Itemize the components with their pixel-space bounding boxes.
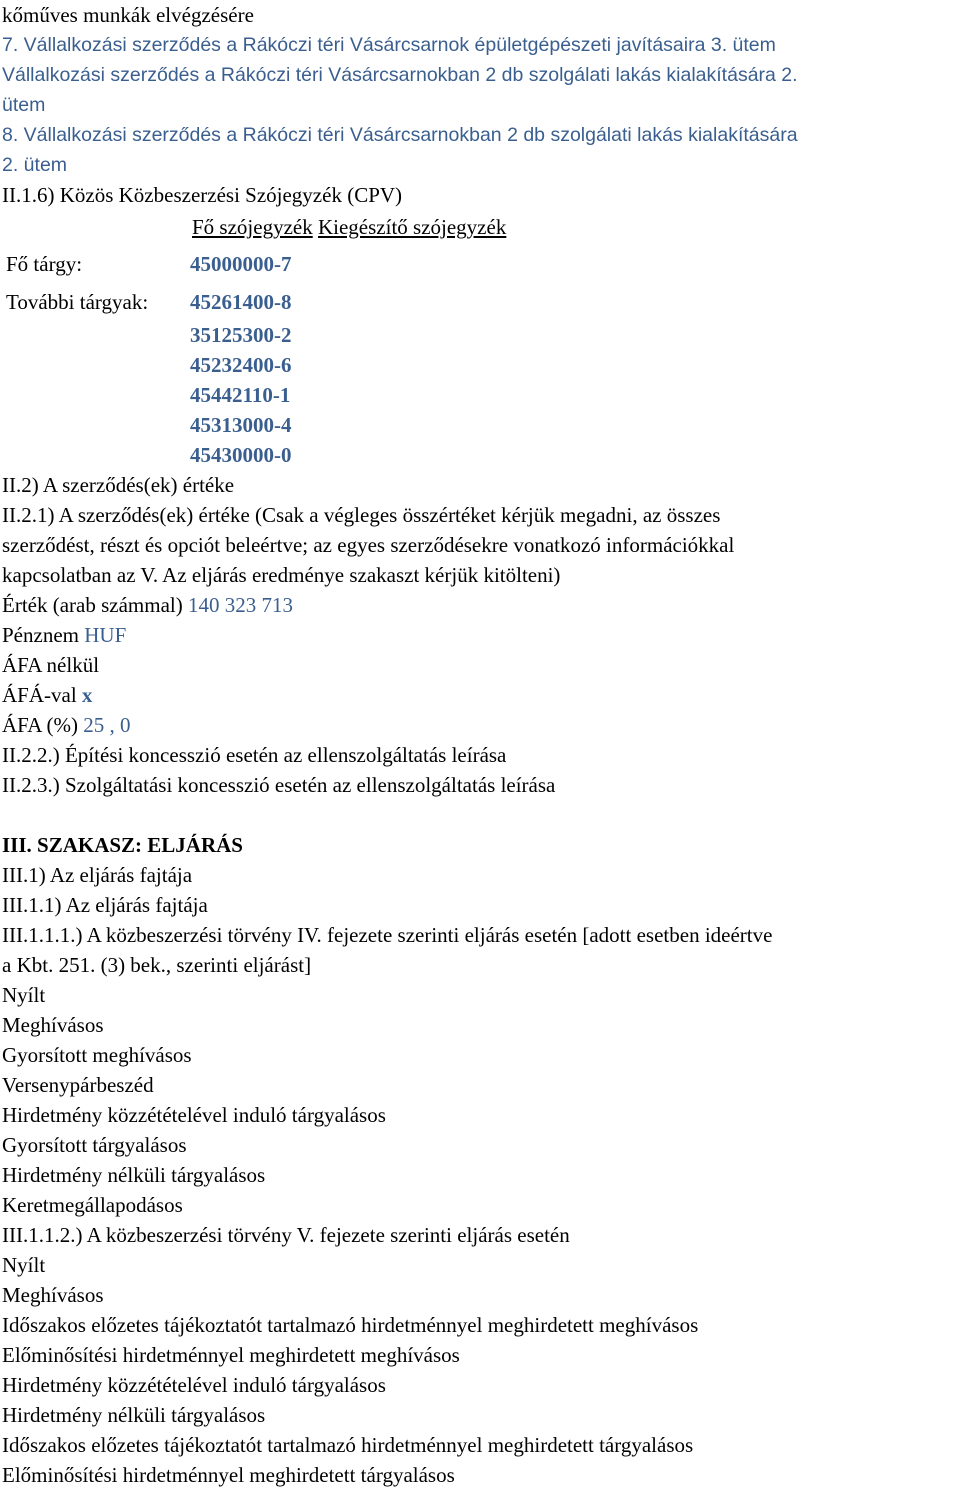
cpv-col-supplementary: Kiegészítő szójegyzék — [317, 215, 507, 239]
text-line: II.2.2.) Építési koncesszió esetén az ellenszolgáltatás leírása — [2, 743, 507, 767]
text-line: kapcsolatban az V. Az eljárás eredménye szakaszt kérjük kitölteni) — [2, 563, 561, 587]
vat-with-mark: x — [81, 683, 93, 707]
cpv-code: 45430000-0 — [190, 443, 292, 467]
text-line: III.1.1) Az eljárás fajtája — [2, 893, 208, 917]
top-text-block — [2, 0, 960, 180]
cpv-additional-row — [2, 410, 960, 440]
spacer — [2, 800, 960, 830]
list-item: Meghívásos — [2, 1283, 104, 1307]
text-line: 8. Vállalkozási szerződés a Rákóczi téri Vásárcsarnokban 2 db szolgálati lakás kialakítására — [2, 124, 798, 146]
list-item: Keretmegállapodásos — [2, 1193, 183, 1217]
cpv-code: 45261400-8 — [190, 290, 292, 314]
cpv-code: 45442110-1 — [190, 383, 291, 407]
text-line: III.1) Az eljárás fajtája — [2, 863, 193, 887]
list-item: Gyorsított tárgyalásos — [2, 1133, 187, 1157]
cpv-main-code: 45000000-7 — [190, 252, 292, 276]
text-line: III.1.1.1.) A közbeszerzési törvény IV. fejezete szerinti eljárás esetén [adott esetben ideértve — [2, 923, 773, 947]
vat-percent-row — [2, 710, 960, 740]
vat-percent-value: 25 , 0 — [83, 713, 131, 737]
value-row — [2, 590, 960, 620]
list-item: Előminősítési hirdetménnyel meghirdetett tárgyalásos — [2, 1463, 455, 1487]
list-item: Időszakos előzetes tájékoztatót tartalmazó hirdetménnyel meghirdetett tárgyalásos — [2, 1433, 694, 1457]
list-item: Nyílt — [2, 1253, 46, 1277]
cpv-main-row — [2, 244, 960, 284]
list-item: Meghívásos — [2, 1013, 104, 1037]
contract-value-section — [2, 470, 960, 800]
cpv-section — [2, 180, 960, 470]
list-item: Előminősítési hirdetménnyel meghirdetett meghívásos — [2, 1343, 460, 1367]
text-line: II.2.1) A szerződés(ek) értéke (Csak a végleges összértéket kérjük megadni, az összes — [2, 503, 721, 527]
vat-with-row — [2, 680, 960, 710]
list-item: Hirdetmény közzétételével induló tárgyalásos — [2, 1373, 386, 1397]
cpv-code: 45313000-4 — [190, 413, 292, 437]
text-line: 2. ütem — [2, 154, 68, 176]
list-item: Hirdetmény közzétételével induló tárgyalásos — [2, 1103, 386, 1127]
cpv-additional-row — [2, 350, 960, 380]
cpv-heading: II.1.6) Közös Közbeszerzési Szójegyzék (CPV) — [2, 183, 403, 207]
value-label: Érték (arab számmal) — [2, 593, 183, 617]
text-line: 7. Vállalkozási szerződés a Rákóczi téri Vásárcsarnok épületgépészeti javításaira 3. ütem — [2, 34, 776, 56]
cpv-additional-label: További tárgyak: — [6, 290, 149, 314]
cpv-col-main: Fő szójegyzék — [192, 215, 313, 239]
currency-label: Pénznem — [2, 623, 79, 647]
list-item: Versenypárbeszéd — [2, 1073, 154, 1097]
list-item: Nyílt — [2, 983, 46, 1007]
cpv-additional-row — [2, 440, 960, 470]
vat-percent-label: ÁFA (%) — [2, 713, 79, 737]
cpv-column-headers — [2, 210, 960, 244]
cpv-code: 35125300-2 — [190, 323, 292, 347]
text-line: Vállalkozási szerződés a Rákóczi téri Vásárcsarnokban 2 db szolgálati lakás kialakítására 2. — [2, 64, 798, 86]
cpv-additional-row — [2, 284, 960, 320]
list-item: Hirdetmény nélküli tárgyalásos — [2, 1403, 266, 1427]
list-item: Hirdetmény nélküli tárgyalásos — [2, 1163, 266, 1187]
text-line: ütem — [2, 94, 46, 116]
section-title: III. SZAKASZ: ELJÁRÁS — [2, 833, 243, 857]
vat-with-label: ÁFÁ-val — [2, 683, 77, 707]
value-amount: 140 323 713 — [188, 593, 293, 617]
list-item: Gyorsított meghívásos — [2, 1043, 192, 1067]
cpv-additional-row — [2, 380, 960, 410]
cpv-code: 45232400-6 — [190, 353, 292, 377]
section-3 — [2, 830, 960, 1490]
currency-value: HUF — [84, 623, 127, 647]
list-item: Időszakos előzetes tájékoztatót tartalmazó hirdetménnyel meghirdetett meghívásos — [2, 1313, 699, 1337]
currency-row — [2, 620, 960, 650]
text-line: II.2.3.) Szolgáltatási koncesszió esetén az ellenszolgáltatás leírása — [2, 773, 556, 797]
cpv-additional-row — [2, 320, 960, 350]
contract-value-heading: II.2) A szerződés(ek) értéke — [2, 473, 235, 497]
text-line: a Kbt. 251. (3) bek., szerinti eljárást] — [2, 953, 312, 977]
text-line: kőműves munkák elvégzésére — [2, 3, 254, 27]
text-line: szerződést, részt és opciót beleértve; az egyes szerződésekre vonatkozó információkkal — [2, 533, 735, 557]
cpv-main-label: Fő tárgy: — [6, 252, 83, 276]
vat-without-row: ÁFA nélkül — [2, 653, 100, 677]
text-line: III.1.1.2.) A közbeszerzési törvény V. fejezete szerinti eljárás esetén — [2, 1223, 570, 1247]
